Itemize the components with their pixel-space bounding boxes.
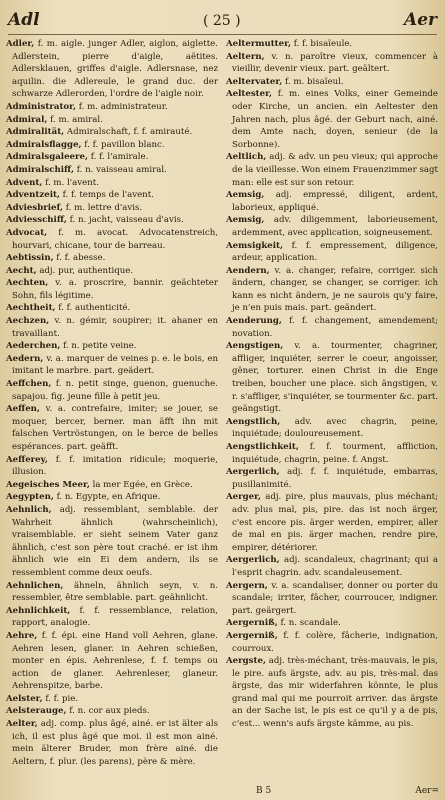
entry-headword: Aeltern, — [226, 51, 265, 62]
entry-headword: Aehnlichkeit, — [6, 605, 71, 616]
dictionary-entry — [6, 202, 218, 215]
entry-headword: Advocat, — [6, 227, 48, 238]
entry-headword: Administrator, — [6, 101, 77, 112]
entry-definition: adj. pire, plus mauvais, plus méchant; adv. plus mal, pis, pire. das ist noch ärger, c'est encore pis. ärger werden, empirer, aller de mal en pis. ärger machen, rendre pire, empirer, détériorer. — [232, 492, 438, 553]
entry-headword: Aengstigen, — [226, 341, 284, 352]
dictionary-entry — [6, 705, 218, 718]
entry-definition: f. m. bisaïeul. — [285, 76, 344, 87]
entry-definition: v. a. scandaliser, donner ou porter du scandale; irriter, fâcher, courroucer, indigner. part. geärgert. — [232, 580, 438, 616]
entry-headword: Aecht, — [6, 265, 37, 276]
header-right-guideword: Aer — [404, 10, 437, 30]
entry-headword: Admiralschiff, — [6, 164, 75, 175]
entry-headword: Aegypten, — [6, 492, 54, 503]
entry-headword: Aelsterauge, — [6, 706, 67, 717]
entry-definition: v. a. tourmenter, chagriner, affliger, inquiéter, serrer le coeur, angoisser, gêner, torturer. einen Christ in die Enge treiben, boucher une place. sich ängstigen, v. r. s'affliger, s'inquiéter, se tourmenter &c. part. geängstigt. — [232, 341, 439, 415]
dictionary-entry — [226, 554, 438, 579]
entry-headword: Adventzeit, — [6, 190, 60, 201]
entry-headword: Aechten, — [6, 278, 49, 289]
dictionary-entry — [226, 617, 438, 630]
entry-definition: f. n. petit singe, guenon, guenuche. sapajou. fig. jeune fille à petit jeu. — [12, 379, 218, 402]
dictionary-entry — [226, 340, 438, 416]
entry-headword: Aergste, — [226, 656, 266, 667]
dictionary-entry — [6, 164, 218, 177]
dictionary-entry — [6, 214, 218, 227]
entry-definition: f. f. temps de l'avent. — [62, 190, 154, 201]
entry-definition: v. a. contrefaire, imiter; se jouer, se moquer, bercer, berner. man äfft ihn mit falschen Vertröstungen, on le berce de belles espérances. part. geäfft. — [12, 404, 218, 452]
entry-definition: adj. empressé, diligent, ardent, laborieux, appliqué. — [232, 190, 438, 213]
dictionary-entry — [226, 315, 438, 340]
dictionary-entry — [6, 126, 218, 139]
catchword: Aer= — [415, 786, 439, 796]
entry-definition: ähneln, ähnlich seyn, v. n. ressembler, être semblable. part. geähnlicht. — [12, 580, 218, 604]
entry-definition: adj. comp. plus âgé, ainé. er ist älter als ich, il est plus âgé que moi. il est mon ainé. mein älterer Bruder, mon frère ainé. die Aeltern, f. plur. (les parens), père & mère. — [12, 719, 218, 767]
entry-definition: adj. f. f. inquiétude, embarras, pusillanimité. — [232, 467, 439, 490]
dictionary-entry — [6, 189, 218, 202]
dictionary-entry — [226, 240, 438, 265]
entry-headword: Aengstlich, — [226, 416, 281, 427]
dictionary-entry — [6, 479, 218, 492]
entry-headword: Aergerlich, — [226, 467, 280, 478]
signature-mark: B 5 — [256, 786, 272, 796]
entry-headword: Aeltester, — [226, 89, 273, 100]
entry-headword: Adviesschiff, — [6, 215, 67, 226]
entry-headword: Aergerlich, — [226, 555, 280, 566]
entry-headword: Aemsigkeit, — [226, 240, 283, 251]
entry-definition: f. n. petite veine. — [63, 341, 137, 352]
entry-headword: Admiralsgaleere, — [6, 152, 88, 163]
entry-headword: Aechzen, — [6, 316, 50, 327]
entry-definition: f. n. cor aux pieds. — [69, 706, 150, 717]
dictionary-entry — [6, 252, 218, 265]
entry-headword: Aeltervater, — [226, 76, 283, 87]
entry-definition: f. n. Egypte, en Afrique. — [56, 492, 161, 503]
entry-headword: Admiralsflagge, — [6, 139, 82, 150]
dictionary-entry — [6, 340, 218, 353]
dictionary-entry — [226, 51, 438, 76]
entry-definition: f. m. l'avent. — [45, 177, 99, 188]
dictionary-entry — [6, 491, 218, 504]
entry-headword: Aehnlich, — [6, 504, 52, 515]
header-left-guideword: Adl — [8, 10, 40, 30]
dictionary-entry — [6, 454, 218, 479]
entry-headword: Adviesbrief, — [6, 202, 64, 213]
entry-headword: Aergerniß, — [226, 630, 278, 641]
entry-headword: Aemsig, — [226, 190, 265, 201]
entry-definition: f. m. amiral. — [50, 114, 103, 125]
dictionary-entry — [226, 655, 438, 731]
entry-headword: Aehnlichen, — [6, 580, 64, 591]
dictionary-entry — [6, 353, 218, 378]
entry-definition: la mer Egée, en Grèce. — [92, 479, 193, 490]
dictionary-entry — [226, 630, 438, 655]
entry-headword: Aegeisches Meer, — [6, 479, 90, 490]
entry-headword: Aederchen, — [6, 341, 61, 352]
entry-definition: f. f. ressemblance, relation, rapport, analogie. — [12, 605, 218, 629]
entry-headword: Aergern, — [226, 580, 268, 591]
entry-definition: v. n. paroître vieux, commencer à vieillir, devenir vieux. part. geältert. — [232, 51, 438, 75]
dictionary-entry — [6, 302, 218, 315]
entry-definition: f. m. avocat. Advocatenstreich, hourvari, chicane, tour de barreau. — [12, 227, 218, 251]
entry-definition: v. a. changer, refaire, corriger. sich ändern, changer, se changer, se corriger. ich kann es nicht ändern, je ne saurois qu'y faire, je n'en puis mais. part. geändert. — [232, 265, 438, 314]
entry-definition: f. f. épi. eine Hand voll Aehren, glane. Aehren lesen, glaner. in Aehren schießen, monter en épis. Aehrenlese, f. f. temps ou action de glaner. Aehrenleser, glaneur. Aehrenspitze, barbe. — [12, 630, 218, 692]
entry-definition: adv. avec chagrin, peine, inquiétude; douloureusement. — [232, 416, 439, 440]
entry-headword: Admiralität, — [6, 127, 65, 138]
dictionary-entry — [226, 265, 438, 315]
entry-headword: Aebtissin, — [6, 253, 54, 264]
entry-headword: Aedern, — [6, 353, 44, 364]
entry-headword: Aelster, — [6, 693, 43, 704]
entry-headword: Aeffen, — [6, 404, 40, 415]
entry-headword: Aeltermutter, — [226, 39, 292, 49]
dictionary-entry — [6, 265, 218, 278]
page-header — [8, 10, 437, 35]
left-column — [6, 38, 218, 768]
entry-headword: Aefferey, — [6, 454, 48, 465]
dictionary-entry — [6, 378, 218, 403]
dictionary-entry — [6, 227, 218, 252]
entry-definition: f. m. eines Volks, einer Gemeinde oder Kirche, un ancien. ein Aeltester den Jahren nach, plus âgé. der Geburt nach, ainé. dem Amte nach, doyen, senieur (de la Sorbonne). — [232, 89, 438, 150]
entry-headword: Aechtheit, — [6, 303, 56, 314]
entry-definition: f. f. l'amirale. — [90, 152, 149, 163]
dictionary-entry — [6, 101, 218, 114]
dictionary-entry — [226, 214, 438, 239]
entry-definition: f. f. pie. — [45, 693, 79, 704]
entry-headword: Aeltlich, — [226, 152, 267, 163]
dictionary-entry — [226, 189, 438, 214]
entry-headword: Aengstlichkeit, — [226, 442, 299, 452]
entry-definition: v. a. marquer de veines p. e. le bois, en imitant le marbre. part. geädert. — [12, 353, 218, 377]
right-column — [226, 38, 438, 768]
entry-definition: f. n. jacht, vaisseau d'avis. — [69, 215, 184, 226]
dictionary-entry — [6, 38, 218, 101]
dictionary-entry — [226, 416, 438, 441]
dictionary-entry — [6, 151, 218, 164]
entry-definition: f. f. empressement, diligence, ardeur, application. — [232, 240, 438, 264]
entry-definition: f. f. abesse. — [56, 253, 106, 264]
dictionary-entry — [6, 403, 218, 453]
entry-definition: f. n. scandale. — [280, 618, 341, 629]
entry-definition: f. m. aigle. junger Adler, aiglon, aiglette. Adlerstein, pierre d'aigle, aëtites. Adlersklauen, griffes d'aigle. Adlersnase, nez aquilin. die Adlereule, le grand duc. der schwarze Adlerorden, l'ordre de l'aigle noir. — [12, 39, 218, 100]
dictionary-entry — [226, 38, 438, 51]
entry-headword: Adler, — [6, 39, 35, 49]
page-number: ( 25 ) — [202, 13, 241, 29]
columns — [6, 38, 439, 768]
entry-definition: adj. scandaleux, chagrinant; qui a l'esprit chagrin. adv. scandaleusement. — [232, 555, 439, 578]
dictionary-entry — [6, 139, 218, 152]
entry-headword: Advent, — [6, 177, 43, 188]
dictionary-entry — [226, 88, 438, 151]
dictionary-entry — [226, 151, 438, 189]
entry-headword: Aendern, — [226, 265, 270, 276]
dictionary-entry — [226, 76, 438, 89]
entry-headword: Aemsig, — [226, 215, 265, 226]
entry-definition: f. m. administrateur. — [78, 101, 168, 112]
dictionary-entry — [6, 630, 218, 693]
page-footer — [6, 786, 439, 800]
dictionary-entry — [6, 277, 218, 302]
dictionary-entry — [6, 315, 218, 340]
dictionary-entry — [226, 491, 438, 554]
dictionary-entry — [6, 114, 218, 127]
entry-definition: adj. très-méchant, très-mauvais, le pis, le pire. aufs ärgste, adv. au pis, très-mal. das ärgste, das mir widerfahren könnte, le plus grand mal qui me pourroit arriver. das ärgste an der Sache ist, le pis est ce qu'il y a de pis, c'est... wenn's aufs ärgste kämme, au pis. — [232, 656, 439, 730]
entry-headword: Aerger, — [226, 492, 262, 503]
dictionary-entry — [226, 580, 438, 618]
entry-definition: f. f. authenticité. — [58, 303, 131, 314]
entry-definition: f. m. lettre d'avis. — [65, 202, 143, 213]
entry-headword: Admiral, — [6, 114, 48, 125]
dictionary-entry — [6, 605, 218, 630]
entry-definition: f. f. changement, amendement; novation. — [232, 316, 438, 339]
entry-definition: v. n. gémir, soupirer; it. ahaner en travaillant. — [12, 316, 219, 339]
dictionary-entry — [6, 504, 218, 580]
entry-headword: Aeffchen, — [6, 379, 52, 390]
entry-headword: Aelter, — [6, 719, 38, 730]
dictionary-entry — [6, 693, 218, 706]
entry-definition: f. n. vaisseau amiral. — [76, 164, 167, 175]
entry-definition: adv. diligemment, laborieusement, ardemment, avec application, soigneusement. — [232, 215, 438, 238]
entry-headword: Aenderung, — [226, 316, 282, 327]
entry-definition: f. f. tourment, affliction, inquiétude, chagrin, peine. f. Angst. — [232, 442, 438, 465]
entry-definition: adj. & adv. un peu vieux; qui approche de la vieillesse. Won einem Frauenzimmer sagt man: elle est sur son retour. — [232, 152, 438, 188]
dictionary-entry — [226, 441, 438, 466]
entry-definition: adj. ressemblant, semblable. der Wahrheit ähnlich (wahrscheinlich), vraisemblable. er sieht seinem Vater ganz ähnlich, c'est son père tout craché. er ist ihm ähnlich wie ein Ei dem andern, ils se ressemblent comme deux oeufs. — [12, 504, 219, 578]
entry-definition: f. f. bisaïeule. — [293, 39, 353, 49]
entry-headword: Aehre, — [6, 630, 38, 641]
dictionary-entry — [6, 580, 218, 605]
entry-definition: f. f. colère, fâcherie, indignation, courroux. — [232, 630, 438, 654]
dictionary-entry — [6, 177, 218, 190]
entry-definition: f. f. pavillon blanc. — [84, 139, 165, 150]
entry-definition: v. a. proscrire, bannir. geächteter Sohn, fils légitime. — [12, 278, 218, 301]
entry-definition: f. f. imitation ridicule; moquerie, illusion. — [12, 454, 218, 478]
entry-definition: adj. pur, authentique. — [39, 265, 134, 276]
dictionary-entry — [226, 466, 438, 491]
entry-headword: Aergerniß, — [226, 618, 278, 629]
dictionary-entry — [6, 718, 218, 768]
entry-definition: Admiralschaft, f. f. amirauté. — [66, 127, 193, 138]
